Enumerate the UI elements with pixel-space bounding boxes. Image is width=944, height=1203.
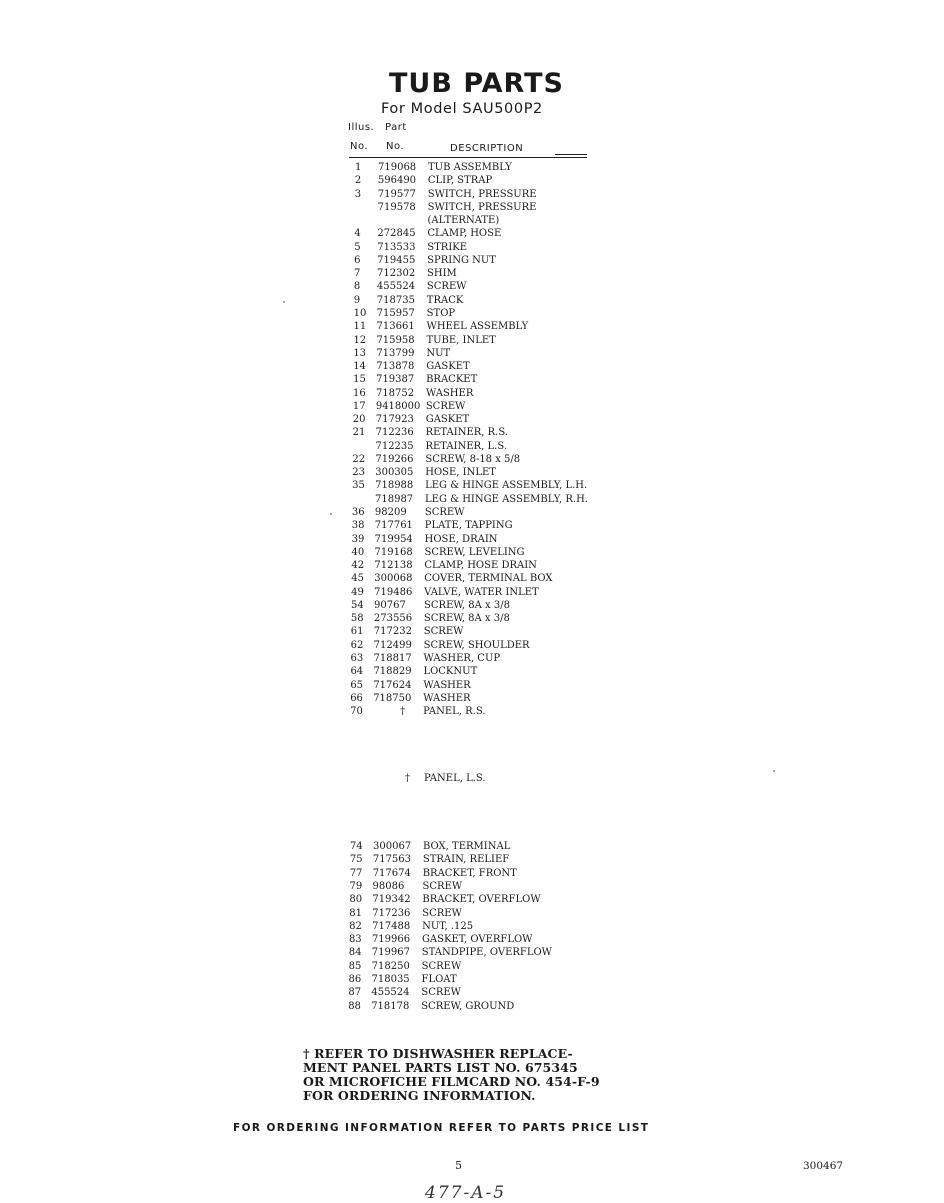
part-number: 719577 bbox=[377, 188, 416, 200]
part-number: 719966 bbox=[371, 934, 411, 946]
part-number: 717488 bbox=[372, 920, 411, 932]
part-illus-number: 45 bbox=[351, 573, 364, 585]
part-number: 98086 bbox=[372, 880, 405, 892]
part-description: PLATE, TAPPING bbox=[424, 520, 513, 532]
scan-speck bbox=[773, 770, 775, 772]
part-description: GASKET, OVERFLOW bbox=[421, 934, 533, 946]
part-description: BRACKET, FRONT bbox=[422, 867, 517, 879]
part-number: 718735 bbox=[376, 294, 415, 306]
document-number: 300467 bbox=[803, 1160, 844, 1172]
part-description: FLOAT bbox=[421, 974, 457, 985]
part-row bbox=[352, 546, 612, 559]
part-description: SCREW bbox=[424, 507, 465, 519]
part-row bbox=[355, 188, 615, 201]
part-description: (ALTERNATE) bbox=[427, 215, 500, 227]
part-illus-number: 74 bbox=[350, 841, 363, 852]
part-description: RETAINER, R.S. bbox=[425, 427, 509, 439]
part-number: 717674 bbox=[372, 867, 411, 879]
part-illus-number: 39 bbox=[351, 533, 365, 545]
part-row bbox=[352, 479, 612, 492]
part-description: HOSE, DRAIN bbox=[424, 533, 498, 545]
part-description: SCREW, GROUND bbox=[421, 1000, 515, 1012]
part-illus-number: 87 bbox=[348, 987, 362, 999]
part-number: 719455 bbox=[377, 254, 416, 266]
part-row bbox=[352, 533, 612, 546]
part-illus-number: 8 bbox=[353, 281, 361, 293]
part-row bbox=[351, 652, 611, 665]
part-description: SCREW bbox=[426, 281, 467, 293]
part-illus-number: 77 bbox=[349, 867, 363, 879]
part-row bbox=[355, 161, 615, 174]
part-description: TRACK bbox=[426, 294, 464, 306]
part-description: VALVE, WATER INLET bbox=[424, 586, 539, 598]
part-description: STANDPIPE, OVERFLOW bbox=[421, 947, 552, 959]
part-illus-number: 42 bbox=[351, 560, 365, 572]
part-description: SCREW, 8A x 3/8 bbox=[424, 599, 510, 611]
part-description: BRACKET bbox=[426, 374, 478, 386]
part-illus-number: 36 bbox=[351, 507, 365, 519]
part-description: STRIKE bbox=[427, 241, 468, 253]
part-number: 715958 bbox=[376, 334, 415, 346]
part-number: 717624 bbox=[373, 679, 412, 691]
part-illus-number: 49 bbox=[351, 586, 364, 598]
part-illus-number: 54 bbox=[351, 599, 364, 611]
handwritten-note: 477-A-5 bbox=[425, 1183, 507, 1203]
page-title: TUB PARTS bbox=[389, 68, 564, 99]
part-row bbox=[350, 880, 610, 893]
part-description: GASKET bbox=[425, 414, 470, 426]
part-row bbox=[354, 227, 614, 240]
panel-ls-row bbox=[405, 772, 525, 785]
part-number: 719387 bbox=[376, 374, 415, 386]
part-row bbox=[353, 426, 613, 439]
part-illus-number: 23 bbox=[352, 467, 365, 479]
part-number: 718250 bbox=[371, 960, 410, 972]
part-illus-number: 75 bbox=[349, 854, 363, 866]
part-row bbox=[351, 599, 611, 612]
part-number: 98209 bbox=[374, 507, 407, 519]
part-illus-number: 14 bbox=[353, 361, 366, 373]
part-illus-number: 15 bbox=[353, 374, 366, 386]
part-row bbox=[349, 973, 609, 986]
part-illus-number: 21 bbox=[352, 427, 366, 439]
part-description: STOP bbox=[426, 307, 456, 319]
part-number: 718750 bbox=[373, 692, 412, 704]
part-number: 596490 bbox=[377, 175, 417, 187]
part-illus-number: 40 bbox=[351, 546, 365, 558]
part-row bbox=[351, 559, 611, 572]
part-illus-number: 6 bbox=[354, 254, 361, 266]
part-illus-number: 20 bbox=[352, 414, 366, 426]
part-description: SCREW, LEVELING bbox=[424, 546, 525, 558]
part-description: WASHER bbox=[423, 679, 471, 691]
part-number: 712138 bbox=[374, 560, 413, 572]
part-number: 717923 bbox=[375, 414, 414, 426]
part-row bbox=[349, 893, 609, 906]
part-illus-number: 3 bbox=[354, 188, 362, 200]
part-illus-number: 22 bbox=[352, 453, 366, 465]
part-row bbox=[350, 692, 610, 705]
part-illus-number: 63 bbox=[350, 652, 364, 664]
header-rule-accent bbox=[555, 154, 587, 155]
part-number: 712236 bbox=[375, 427, 414, 439]
part-illus-number: 66 bbox=[350, 692, 363, 704]
part-row bbox=[353, 387, 613, 400]
part-description: SHIM bbox=[427, 268, 457, 280]
part-illus-number: 70 bbox=[350, 706, 363, 718]
part-number: 719486 bbox=[374, 586, 413, 598]
part-row bbox=[348, 1000, 608, 1013]
part-illus-number: 38 bbox=[351, 520, 365, 532]
header-rule bbox=[349, 157, 587, 158]
part-number: 300067 bbox=[373, 841, 412, 852]
panel-ls-description: PANEL, L.S. bbox=[424, 773, 486, 784]
part-illus-number: 1 bbox=[355, 162, 362, 173]
part-illus-number: 61 bbox=[350, 626, 364, 638]
part-description: SCREW, 8A x 3/8 bbox=[423, 613, 510, 625]
part-description: SWITCH, PRESSURE bbox=[427, 201, 537, 213]
part-number: 712235 bbox=[375, 440, 414, 452]
part-row bbox=[352, 493, 612, 506]
footnote-line-3: OR MICROFICHE FILMCARD NO. 454-F-9 bbox=[303, 1074, 600, 1089]
column-header-illus-top: Illus. bbox=[348, 122, 375, 133]
column-header-description: DESCRIPTION bbox=[450, 143, 524, 154]
part-description: SCREW, SHOULDER bbox=[423, 639, 530, 651]
part-description: SCREW bbox=[422, 907, 462, 919]
part-illus-number: 64 bbox=[350, 666, 364, 678]
part-number: 300068 bbox=[374, 573, 413, 585]
part-number: 717232 bbox=[373, 626, 412, 638]
part-illus-number: 12 bbox=[353, 334, 367, 346]
part-number: 713533 bbox=[377, 241, 416, 253]
part-number: 713878 bbox=[376, 361, 415, 373]
column-header-part-top: Part bbox=[385, 122, 407, 133]
part-row bbox=[354, 307, 614, 320]
part-number: 718987 bbox=[375, 493, 414, 505]
part-description: BRACKET, OVERFLOW bbox=[422, 894, 541, 906]
part-description: WASHER, CUP bbox=[423, 652, 501, 664]
part-illus-number: 86 bbox=[348, 974, 362, 985]
part-number: † bbox=[400, 706, 406, 718]
part-description: NUT bbox=[426, 347, 451, 359]
part-number: 718178 bbox=[371, 1000, 410, 1012]
part-description: RETAINER, L.S. bbox=[425, 440, 508, 452]
part-description: TUBE, INLET bbox=[426, 334, 496, 346]
part-row bbox=[349, 933, 609, 946]
part-row bbox=[354, 254, 614, 267]
part-number: 719342 bbox=[372, 894, 411, 906]
part-row bbox=[349, 907, 609, 920]
part-illus-number: 2 bbox=[354, 175, 362, 187]
part-description: SCREW bbox=[423, 626, 464, 638]
part-row bbox=[353, 413, 613, 426]
part-illus-number: 4 bbox=[354, 228, 361, 240]
column-header-illus-no: No. bbox=[350, 141, 369, 152]
part-row bbox=[352, 466, 612, 479]
part-illus-number: 35 bbox=[352, 480, 365, 492]
part-row bbox=[352, 440, 612, 453]
part-description: SCREW bbox=[422, 880, 463, 892]
part-number: 719266 bbox=[375, 453, 414, 465]
part-description: WASHER bbox=[423, 692, 471, 704]
part-description: LOCKNUT bbox=[423, 666, 478, 678]
part-row bbox=[353, 400, 613, 413]
part-number: 712302 bbox=[377, 268, 416, 280]
part-number: 719967 bbox=[371, 947, 410, 959]
panel-ls-part: † bbox=[405, 773, 410, 784]
part-illus-number: 84 bbox=[348, 947, 362, 959]
part-number: 718035 bbox=[371, 974, 410, 985]
part-row bbox=[350, 705, 610, 718]
part-number: 90767 bbox=[374, 599, 406, 611]
part-row bbox=[354, 320, 614, 333]
column-header-part-no: No. bbox=[386, 141, 405, 152]
part-row bbox=[351, 572, 611, 585]
scan-speck bbox=[283, 301, 285, 303]
footnote bbox=[303, 1047, 600, 1103]
part-number: 713799 bbox=[376, 347, 415, 359]
part-row bbox=[349, 920, 609, 933]
part-number: 272845 bbox=[377, 228, 416, 240]
part-row bbox=[354, 294, 614, 307]
part-description: SCREW bbox=[421, 960, 462, 972]
part-description: SWITCH, PRESSURE bbox=[427, 188, 537, 200]
part-description: CLAMP, HOSE bbox=[427, 228, 502, 240]
part-description: WASHER bbox=[425, 387, 474, 399]
part-number: 273556 bbox=[373, 613, 413, 625]
part-number: 717236 bbox=[372, 907, 411, 919]
part-row bbox=[350, 679, 610, 692]
part-number: 719168 bbox=[374, 546, 413, 558]
part-illus-number: 83 bbox=[348, 934, 362, 946]
part-number: 455524 bbox=[371, 987, 410, 999]
part-description: NUT, .125 bbox=[422, 920, 474, 932]
part-illus-number: 9 bbox=[353, 294, 361, 306]
part-description: BOX, TERMINAL bbox=[423, 841, 511, 852]
part-row bbox=[351, 586, 611, 599]
part-description: HOSE, INLET bbox=[425, 467, 496, 479]
part-illus-number: 17 bbox=[352, 400, 366, 412]
part-number: 718988 bbox=[375, 480, 414, 492]
part-number: 718817 bbox=[373, 652, 412, 664]
part-illus-number: 81 bbox=[349, 907, 362, 919]
part-row bbox=[349, 946, 609, 959]
part-number: 717563 bbox=[372, 854, 412, 866]
part-row bbox=[351, 612, 611, 625]
part-row bbox=[352, 519, 612, 532]
part-row bbox=[353, 373, 613, 386]
part-description: SCREW bbox=[425, 400, 466, 412]
part-illus-number: 79 bbox=[349, 880, 363, 892]
part-illus-number: 13 bbox=[353, 347, 367, 359]
part-description: WHEEL ASSEMBLY bbox=[426, 321, 529, 333]
part-number: 718752 bbox=[375, 387, 415, 399]
part-row bbox=[351, 639, 611, 652]
part-number: 9418000 bbox=[375, 400, 421, 412]
part-illus-number: 62 bbox=[350, 639, 364, 651]
part-row bbox=[353, 334, 613, 347]
part-description: LEG & HINGE ASSEMBLY, R.H. bbox=[425, 493, 588, 505]
part-row bbox=[352, 506, 612, 519]
part-description: COVER, TERMINAL BOX bbox=[424, 573, 553, 585]
part-description: CLIP, STRAP bbox=[427, 175, 493, 187]
part-illus-number: 7 bbox=[354, 268, 361, 280]
part-illus-number: 11 bbox=[353, 321, 367, 333]
part-description: SCREW, 8-18 x 5/8 bbox=[425, 453, 521, 465]
part-row bbox=[348, 986, 608, 999]
part-illus-number: 88 bbox=[348, 1000, 361, 1012]
part-illus-number: 58 bbox=[350, 613, 364, 625]
ordering-note: FOR ORDERING INFORMATION REFER TO PARTS PRICE LIST bbox=[233, 1122, 650, 1134]
part-row bbox=[355, 201, 615, 214]
part-description: LEG & HINGE ASSEMBLY, L.H. bbox=[425, 480, 588, 492]
part-number: 719068 bbox=[378, 162, 417, 173]
part-number: 300305 bbox=[375, 467, 414, 479]
part-row bbox=[349, 960, 609, 973]
part-description: CLAMP, HOSE DRAIN bbox=[424, 560, 537, 572]
part-row bbox=[355, 214, 615, 227]
footnote-line-1: † REFER TO DISHWASHER REPLACE- bbox=[303, 1046, 573, 1061]
part-row bbox=[353, 360, 613, 373]
part-row bbox=[354, 280, 614, 293]
part-row bbox=[350, 840, 610, 853]
part-number: 455524 bbox=[376, 281, 416, 293]
footnote-line-2: MENT PANEL PARTS LIST NO. 675345 bbox=[303, 1060, 578, 1075]
part-row bbox=[351, 625, 611, 638]
part-description: SPRING NUT bbox=[427, 254, 496, 266]
part-illus-number: 80 bbox=[349, 894, 363, 906]
part-illus-number: 65 bbox=[350, 679, 364, 691]
part-description: PANEL, R.S. bbox=[423, 706, 486, 718]
part-row bbox=[353, 347, 613, 360]
part-row bbox=[354, 241, 614, 254]
part-illus-number: 16 bbox=[352, 387, 366, 399]
part-illus-number: 5 bbox=[354, 241, 361, 253]
part-illus-number: 10 bbox=[353, 307, 367, 319]
page-number: 5 bbox=[455, 1159, 462, 1172]
part-illus-number: 85 bbox=[348, 960, 362, 972]
part-row bbox=[350, 867, 610, 880]
part-row bbox=[350, 665, 610, 678]
part-number: 718829 bbox=[373, 666, 412, 678]
part-number: 715957 bbox=[376, 307, 415, 319]
part-row bbox=[354, 267, 614, 280]
part-row bbox=[350, 853, 610, 866]
footnote-line-4: FOR ORDERING INFORMATION. bbox=[303, 1088, 536, 1103]
part-description: SCREW bbox=[421, 987, 461, 999]
part-description: GASKET bbox=[426, 361, 470, 373]
part-number: 719578 bbox=[377, 201, 416, 213]
part-illus-number: 82 bbox=[349, 920, 362, 932]
part-row bbox=[352, 453, 612, 466]
part-description: STRAIN, RELIEF bbox=[422, 854, 510, 866]
part-number: 717761 bbox=[374, 520, 413, 532]
part-description: TUB ASSEMBLY bbox=[428, 162, 512, 173]
model-subtitle: For Model SAU500P2 bbox=[381, 101, 543, 117]
part-number: 712499 bbox=[373, 639, 412, 651]
part-number: 719954 bbox=[374, 533, 413, 545]
part-row bbox=[355, 174, 615, 187]
scan-speck bbox=[330, 513, 332, 515]
part-number: 713661 bbox=[376, 321, 415, 333]
